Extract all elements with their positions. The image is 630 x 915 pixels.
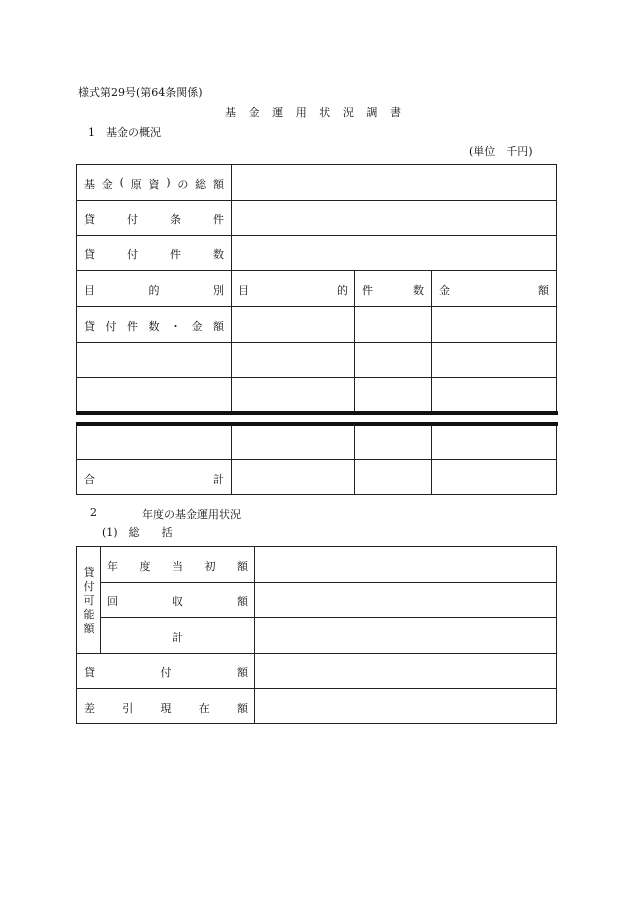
purpose-label: 目 的 別 — [84, 284, 224, 297]
document-title: 基 金 運 用 状 況 調 書 — [225, 106, 401, 119]
total-label: 合 計 — [84, 473, 224, 486]
balance-amount-label: 差 引 現 在 額 — [84, 702, 248, 715]
subtotal-label: 計 — [172, 631, 183, 644]
purpose-breakdown-label: 貸 付 件 数 ・ 金 額 — [84, 320, 224, 333]
loan-count-label: 貸 付 件 数 — [84, 248, 224, 261]
loanable-amount-side-label: 貸 付 可 能 額 — [83, 566, 95, 635]
recovered-amount-label: 回 収 額 — [107, 595, 248, 608]
section1-heading: 1 基金の概況 — [88, 126, 161, 139]
initial-amount-label: 年 度 当 初 額 — [107, 560, 248, 573]
section2-subheading: (1) 総 括 — [102, 526, 173, 539]
section2-heading-text: 年度の基金運用状況 — [142, 508, 241, 521]
purpose-subheader: 目 的 — [238, 284, 348, 297]
loaned-amount-label: 貸 付 額 — [84, 666, 248, 679]
loan-terms-label: 貸 付 条 件 — [84, 213, 224, 226]
count-subheader: 件 数 — [362, 284, 424, 297]
form-number: 様式第29号(第64条関係) — [78, 86, 203, 99]
fund-total-label: 基 金 ( 原 資 ) の 総 額 — [84, 176, 224, 191]
unit-label: (単位 千円) — [469, 145, 533, 158]
amount-subheader: 金 額 — [439, 284, 549, 297]
section2-heading-number: 2 — [90, 506, 97, 519]
